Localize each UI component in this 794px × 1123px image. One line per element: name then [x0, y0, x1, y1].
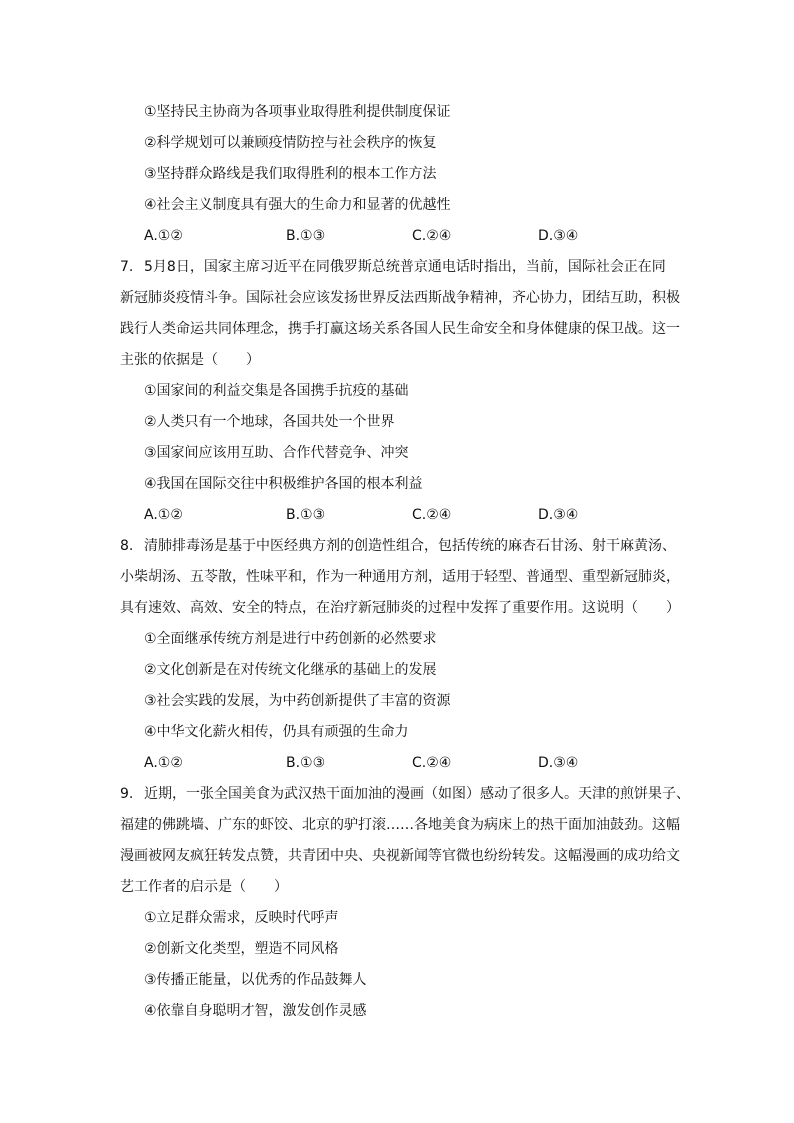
q9-number: 9. — [120, 786, 134, 802]
q8-answer-a: A.①② — [144, 755, 183, 771]
q7-stem-line-4: 主张的依据是（ ） — [120, 352, 260, 368]
q7-number: 7. — [120, 259, 134, 275]
q6-answer-b: B.①③ — [286, 228, 326, 244]
q9-option-4: ④依靠自身聪明才智，激发创作灵感 — [144, 1003, 367, 1019]
q6-option-4: ④社会主义制度具有强大的生命力和显著的优越性 — [144, 197, 451, 213]
q8-answer-c: C.②④ — [412, 755, 452, 771]
q8-stem-line-1: 8. 清肺排毒汤是基于中医经典方剂的创造性组合，包括传统的麻杏石甘汤、射干麻黄汤、 — [120, 538, 676, 554]
q7-option-4: ④我国在国际交往中积极维护各国的根本利益 — [144, 476, 423, 492]
q8-option-1: ①全面继承传统方剂是进行中药创新的必然要求 — [144, 631, 437, 647]
q7-option-2: ②人类只有一个地球，各国共处一个世界 — [144, 414, 395, 430]
q7-answer-d: D.③④ — [538, 507, 579, 523]
q7-answer-c: C.②④ — [412, 507, 452, 523]
q7-stem-line-2: 新冠肺炎疫情斗争。国际社会应该发扬世界反法西斯战争精神，齐心协力，团结互助，积极 — [120, 290, 680, 306]
q7-stem-line-1: 7. 5月8日，国家主席习近平在同俄罗斯总统普京通电话时指出，当前，国际社会正在同 — [120, 259, 666, 275]
q8-option-2: ②文化创新是在对传统文化继承的基础上的发展 — [144, 662, 437, 678]
q8-answer-b: B.①③ — [286, 755, 326, 771]
q9-option-2: ②创新文化类型，塑造不同风格 — [144, 941, 339, 957]
q9-stem-line-2: 福建的佛跳墙、广东的虾饺、北京的驴打滚……各地美食为病床上的热干面加油鼓劲。这幅 — [120, 817, 680, 833]
q8-stem-line-2: 小柴胡汤、五苓散，性味平和，作为一种通用方剂，适用于轻型、普通型、重型新冠肺炎， — [120, 569, 680, 585]
q9-stem-line-3: 漫画被网友疯狂转发点赞，共青团中央、央视新闻等官微也纷纷转发。这幅漫画的成功给文 — [120, 848, 680, 864]
q8-number: 8. — [120, 538, 134, 554]
q6-answer-a: A.①② — [144, 228, 183, 244]
q8-stem-line-3: 具有速效、高效、安全的特点，在治疗新冠肺炎的过程中发挥了重要作用。这说明（ ） — [120, 600, 680, 616]
q7-stem-line-3: 践行人类命运共同体理念，携手打赢这场关系各国人民生命安全和身体健康的保卫战。这一 — [120, 321, 680, 337]
q9-stem-line-1: 9. 近期，一张全国美食为武汉热干面加油的漫画（如图）感动了很多人。天津的煎饼果子、 — [120, 786, 690, 802]
q9-option-3: ③传播正能量，以优秀的作品鼓舞人 — [144, 972, 367, 988]
q8-option-4: ④中华文化薪火相传，仍具有顽强的生命力 — [144, 724, 409, 740]
q6-option-2: ②科学规划可以兼顾疫情防控与社会秩序的恢复 — [144, 135, 437, 151]
q6-option-3: ③坚持群众路线是我们取得胜利的根本工作方法 — [144, 166, 437, 182]
q7-answer-b: B.①③ — [286, 507, 326, 523]
q7-option-3: ③国家间应该用互助、合作代替竞争、冲突 — [144, 445, 409, 461]
q9-option-1: ①立足群众需求，反映时代呼声 — [144, 910, 339, 926]
q8-answer-d: D.③④ — [538, 755, 579, 771]
q6-answer-d: D.③④ — [538, 228, 579, 244]
q7-option-1: ①国家间的利益交集是各国携手抗疫的基础 — [144, 383, 409, 399]
q6-option-1: ①坚持民主协商为各项事业取得胜利提供制度保证 — [144, 104, 451, 120]
q7-answer-a: A.①② — [144, 507, 183, 523]
q6-answer-c: C.②④ — [412, 228, 452, 244]
q9-stem-line-4: 艺工作者的启示是（ ） — [120, 879, 288, 895]
q8-option-3: ③社会实践的发展，为中药创新提供了丰富的资源 — [144, 693, 451, 709]
